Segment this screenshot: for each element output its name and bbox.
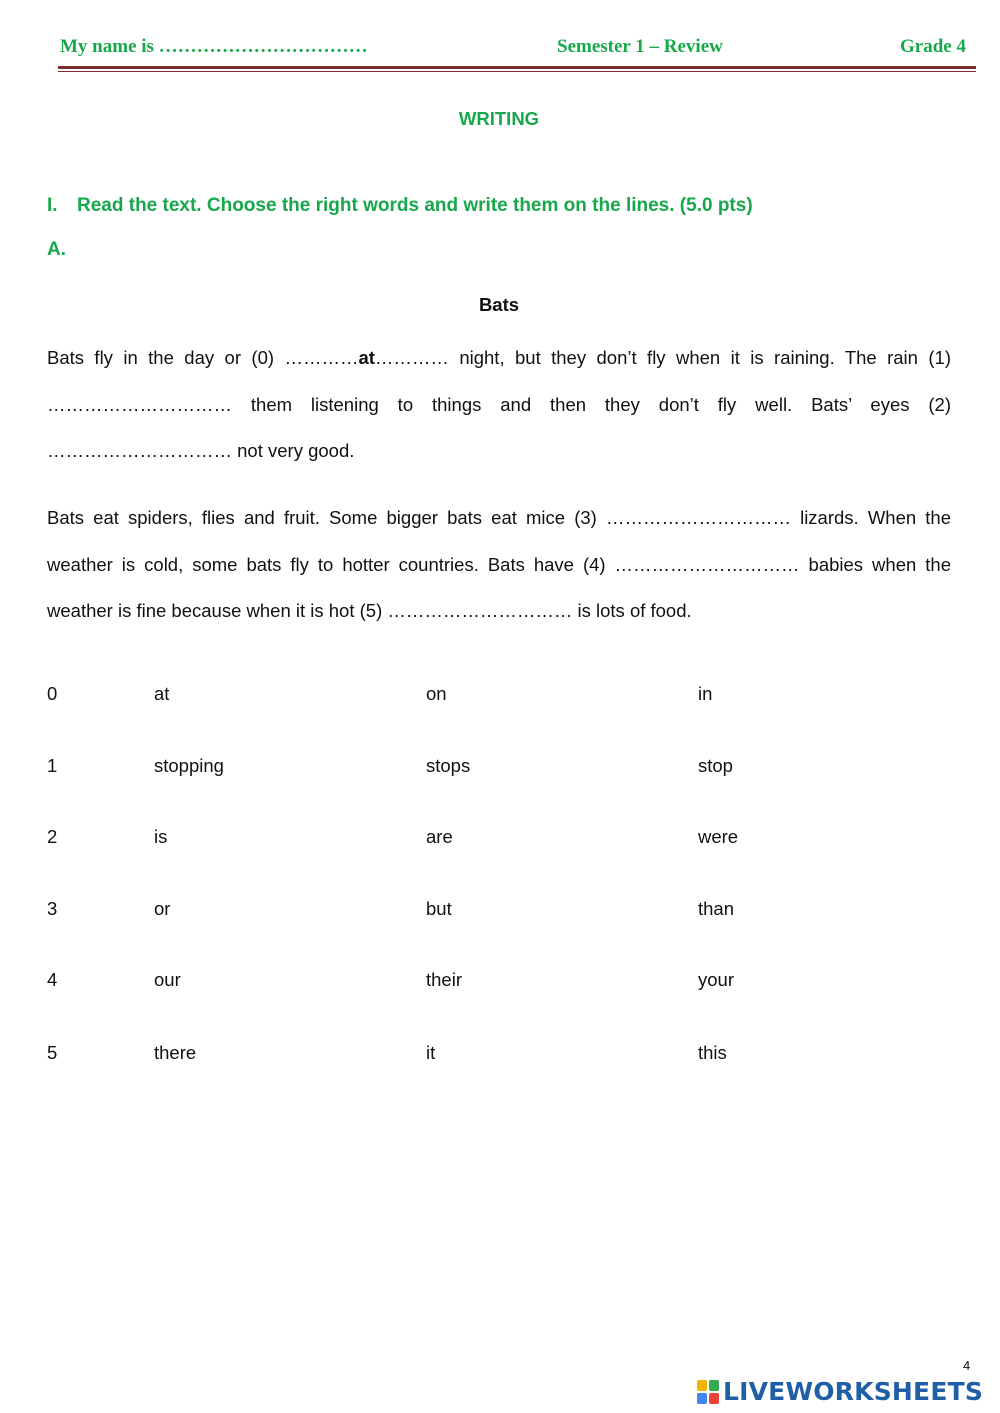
option-b[interactable]: on <box>426 683 447 704</box>
option-a[interactable]: at <box>154 683 170 704</box>
option-a[interactable]: is <box>154 826 168 847</box>
semester-label: Semester 1 – Review <box>557 36 723 57</box>
task-part-label: A. <box>47 239 66 260</box>
option-c[interactable]: this <box>698 1042 727 1063</box>
option-b[interactable]: it <box>426 1042 436 1063</box>
option-number: 4 <box>47 969 58 990</box>
option-a[interactable]: stopping <box>154 755 224 776</box>
name-label: My name is …………………………… <box>60 36 368 57</box>
option-b[interactable]: are <box>426 826 453 847</box>
option-c[interactable]: in <box>698 683 713 704</box>
header-rule-thin <box>58 71 976 72</box>
text-title: Bats <box>478 294 520 315</box>
option-a[interactable]: there <box>154 1042 197 1063</box>
logo-text: LIVEWORKSHEETS <box>723 1377 984 1406</box>
section-title: WRITING <box>458 108 540 129</box>
option-row <box>0 898 1000 926</box>
logo-square-red <box>709 1393 719 1404</box>
option-a[interactable]: our <box>154 969 181 990</box>
logo-grid-icon <box>697 1380 719 1404</box>
option-number: 1 <box>47 755 58 776</box>
option-c[interactable]: stop <box>698 755 733 776</box>
option-number: 3 <box>47 898 58 919</box>
option-number: 5 <box>47 1042 58 1063</box>
option-c[interactable]: were <box>698 826 739 847</box>
header-rule <box>58 66 976 69</box>
liveworksheets-logo <box>697 1377 983 1407</box>
grade-label: Grade 4 <box>900 36 966 57</box>
option-c[interactable]: than <box>698 898 735 919</box>
option-row <box>0 683 1000 711</box>
option-number: 0 <box>47 683 58 704</box>
example-answer: at <box>358 347 375 368</box>
logo-square-green <box>709 1380 719 1391</box>
option-row <box>0 969 1000 997</box>
option-a[interactable]: or <box>154 898 171 919</box>
option-c[interactable]: your <box>698 969 734 990</box>
paragraph-1 <box>47 335 951 475</box>
paragraph-2: Bats eat spiders, flies and fruit. Some bigger bats eat mice (3) ………………………… lizards. When the weather is cold, some bats fly to hotter countries. Bats have (4) ………………………… babies when the weather is fine because when it is hot (5) ………………………… is lots of food. <box>47 507 951 621</box>
option-row <box>0 1042 1000 1070</box>
option-b[interactable]: their <box>426 969 462 990</box>
page-number: 4 <box>963 1358 971 1373</box>
task-number: I. <box>47 195 58 216</box>
paragraph-1-rest: ………… night, but they don’t fly when it is raining. The rain (1) ………………………… them listening to things and then they don’t fly well. Bats’ eyes (2) ………………………… not very good. <box>47 347 951 461</box>
option-row <box>0 755 1000 783</box>
task-instruction: Read the text. Choose the right words and write them on the lines. (5.0 pts) <box>77 195 753 216</box>
logo-square-yellow <box>697 1380 707 1391</box>
option-b[interactable]: stops <box>426 755 471 776</box>
option-b[interactable]: but <box>426 898 452 919</box>
paragraph-1-start: Bats fly in the day or (0) ………… <box>47 347 359 368</box>
logo-square-blue <box>697 1393 707 1404</box>
option-number: 2 <box>47 826 58 847</box>
option-row <box>0 826 1000 854</box>
